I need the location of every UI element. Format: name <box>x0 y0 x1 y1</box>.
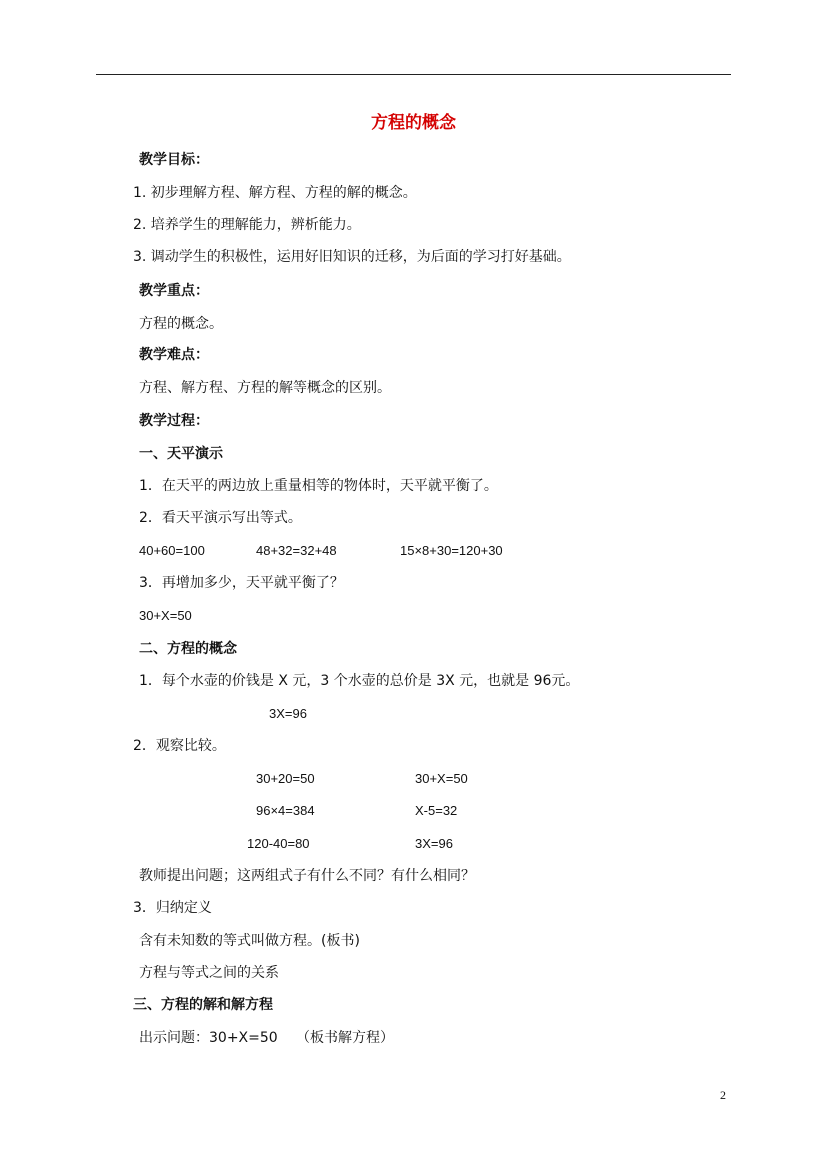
equation: 40+60=100 <box>139 543 205 558</box>
header-rule <box>96 74 731 75</box>
section1-item: 3．再增加多少，天平就平衡了？ <box>139 575 344 591</box>
teacher-question: 教师提出问题；这两组式子有什么不同？有什么相同？ <box>139 868 475 884</box>
section2-heading: 二、方程的概念 <box>139 641 237 657</box>
equation-left: 30+20=50 <box>256 771 315 786</box>
equation-right: X-5=32 <box>415 803 458 818</box>
goal-item: 3. 调动学生的积极性，运用好旧知识的迁移，为后面的学习打好基础。 <box>133 249 571 265</box>
key-heading: 教学重点： <box>139 283 209 299</box>
goal-item: 2. 培养学生的理解能力，辨析能力。 <box>133 217 361 233</box>
key-text: 方程的概念。 <box>139 316 223 332</box>
section1-item: 1．在天平的两边放上重量相等的物体时，天平就平衡了。 <box>139 478 498 494</box>
section1-heading: 一、天平演示 <box>139 446 223 462</box>
equation: 15×8+30=120+30 <box>400 543 503 558</box>
equation: 48+32=32+48 <box>256 543 337 558</box>
equation-right: 30+X=50 <box>415 771 468 786</box>
equation-right: 3X=96 <box>415 836 453 851</box>
section2-item: 1．每个水壶的价钱是 X 元，3 个水壶的总价是 3X 元，也就是 96元。 <box>139 673 580 689</box>
page-title: 方程的概念 <box>371 113 456 133</box>
section1-item: 2．看天平演示写出等式。 <box>139 510 302 526</box>
goal-item: 1. 初步理解方程、解方程、方程的解的概念。 <box>133 185 417 201</box>
difficulty-heading: 教学难点： <box>139 347 209 363</box>
equation: 3X=96 <box>269 706 307 721</box>
page-number: 2 <box>720 1088 726 1102</box>
relation-text: 方程与等式之间的关系 <box>139 965 279 981</box>
process-heading: 教学过程： <box>139 413 209 429</box>
section3-prompt: 出示问题：30+X=50 <box>139 1030 278 1046</box>
section2-item: 3．归纳定义 <box>133 900 212 916</box>
equation: 30+X=50 <box>139 608 192 623</box>
section3-note: （板书解方程） <box>296 1030 394 1046</box>
section2-item: 2．观察比较。 <box>133 738 226 754</box>
equation-left: 120-40=80 <box>247 836 310 851</box>
difficulty-text: 方程、解方程、方程的解等概念的区别。 <box>139 380 391 396</box>
definition-text: 含有未知数的等式叫做方程。(板书) <box>139 933 360 949</box>
goals-heading: 教学目标： <box>139 152 209 168</box>
equation-left: 96×4=384 <box>256 803 315 818</box>
section3-heading: 三、方程的解和解方程 <box>133 997 273 1013</box>
